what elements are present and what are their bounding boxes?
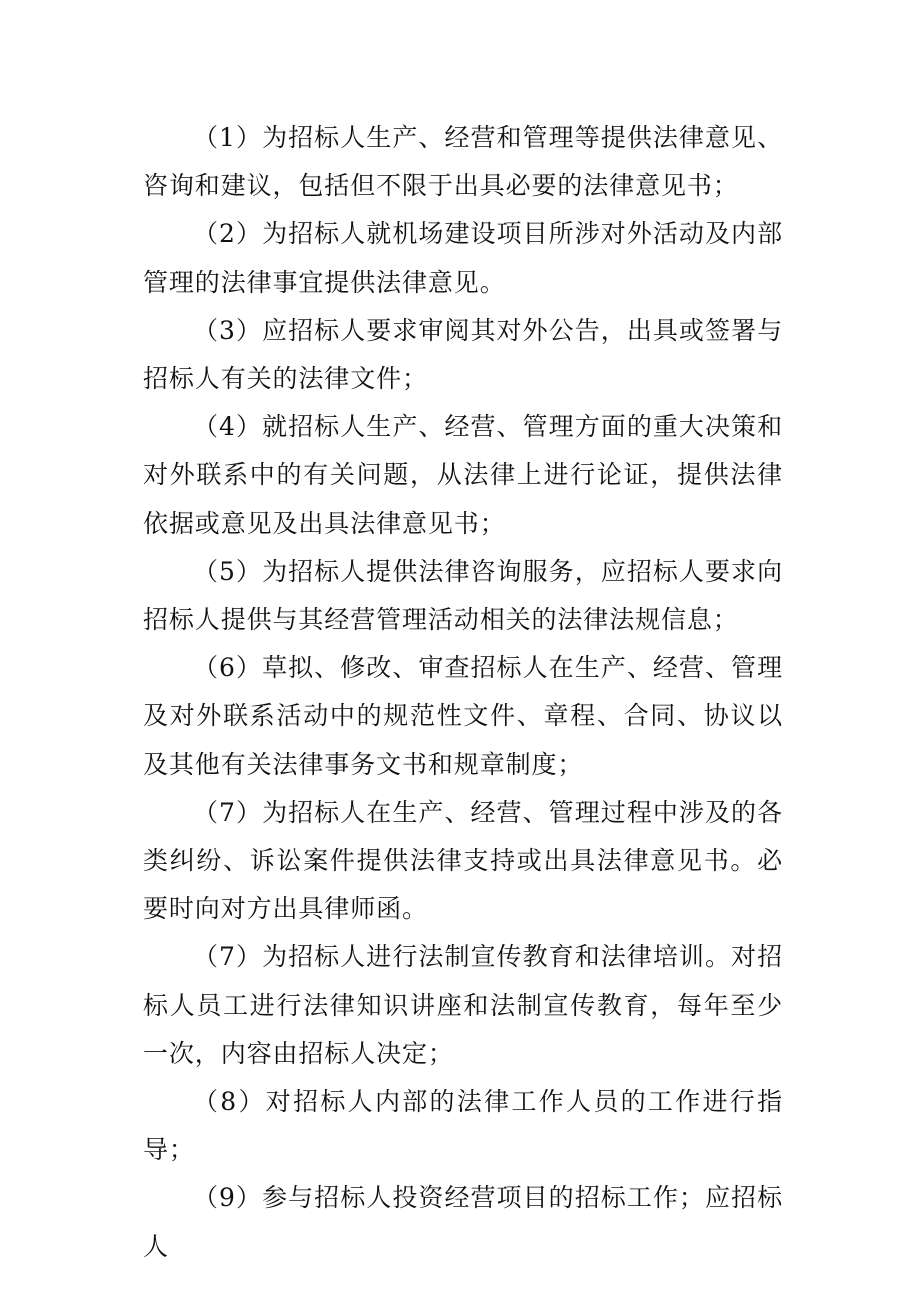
paragraph-6: （6）草拟、修改、审查招标人在生产、经营、管理及对外联系活动中的规范性文件、章程、合同、协议以及其他有关法律事务文书和规章制度； xyxy=(143,653,783,779)
paragraph-4: （4）就招标人生产、经营、管理方面的重大决策和对外联系中的有关问题，从法律上进行论证，提供法律依据或意见及出具法律意见书； xyxy=(143,412,783,538)
paragraph-1: （1）为招标人生产、经营和管理等提供法律意见、咨询和建议，包括但不限于出具必要的法律意见书； xyxy=(143,123,783,201)
paragraph-3: （3）应招标人要求审阅其对外公告，出具或签署与招标人有关的法律文件； xyxy=(143,315,783,394)
paragraph-8: （7）为招标人进行法制宣传教育和法律培训。对招标人员工进行法律知识讲座和法制宣传教育，每年至少一次，内容由招标人决定； xyxy=(143,942,783,1068)
document-body xyxy=(143,114,783,1271)
paragraph-10: （9）参与招标人投资经营项目的招标工作；应招标人 xyxy=(143,1183,783,1261)
paragraph-7: （7）为招标人在生产、经营、管理过程中涉及的各类纠纷、诉讼案件提供法律支持或出具法律意见书。必要时向对方出具律师函。 xyxy=(143,797,783,924)
paragraph-9: （8）对招标人内部的法律工作人员的工作进行指导； xyxy=(143,1087,783,1165)
paragraph-5: （5）为招标人提供法律咨询服务，应招标人要求向招标人提供与其经营管理活动相关的法律法规信息； xyxy=(143,556,783,635)
paragraph-2: （2）为招标人就机场建设项目所涉对外活动及内部管理的法律事宜提供法律意见。 xyxy=(143,219,783,297)
